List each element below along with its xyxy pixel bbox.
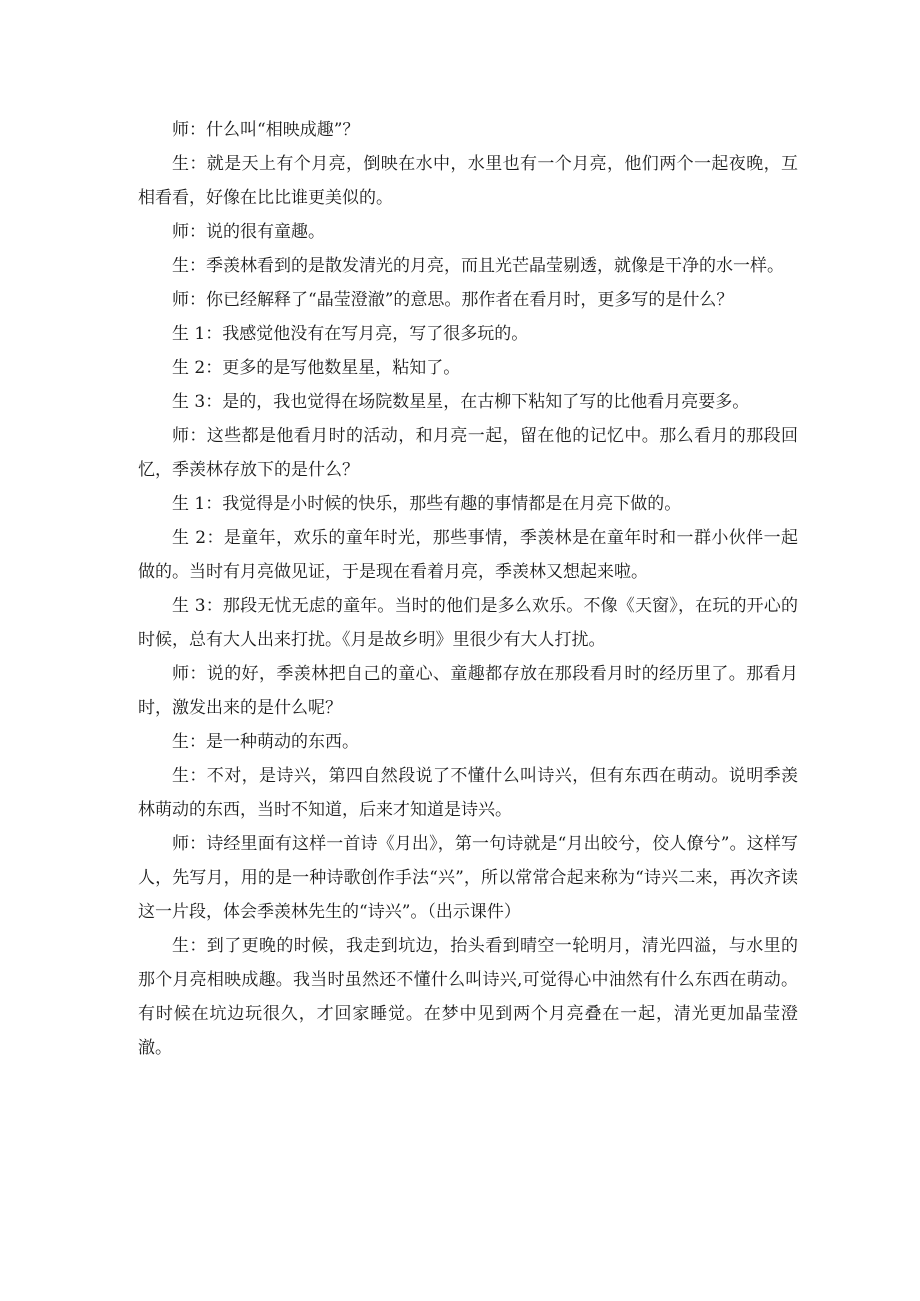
paragraph-10: 生 1：我觉得是小时候的快乐，那些有趣的事情都是在月亮下做的。 (172, 494, 682, 514)
paragraph-15: 生：不对，是诗兴，第四自然段说了不懂什么叫诗兴，但有东西在萌动。说明季羡林萌动的东西，当时不知道，后来才知道是诗兴。 (138, 766, 798, 820)
paragraph-3: 师：说的很有童趣。 (172, 222, 325, 242)
document-body (138, 113, 798, 1065)
paragraph-2: 生：就是天上有个月亮，倒映在水中，水里也有一个月亮，他们两个一起夜晚，互相看看，好像在比比谁更美似的。 (138, 154, 798, 208)
paragraph-13: 师：说的好，季羡林把自己的童心、童趣都存放在那段看月时的经历里了。那看月时，激发出来的是什么呢？ (138, 664, 798, 718)
paragraph-4: 生：季羡林看到的是散发清光的月亮，而且光芒晶莹剔透，就像是干净的水一样。 (172, 256, 784, 276)
paragraph-8: 生 3：是的，我也觉得在场院数星星，在古柳下粘知了写的比他看月亮要多。 (172, 392, 750, 412)
paragraph-11: 生 2：是童年，欢乐的童年时光，那些事情，季羡林是在童年时和一群小伙伴一起做的。当时有月亮做见证，于是现在看着月亮，季羡林又想起来啦。 (138, 528, 798, 582)
paragraph-7: 生 2：更多的是写他数星星，粘知了。 (172, 358, 461, 378)
paragraph-16: 师：诗经里面有这样一首诗《月出》，第一句诗就是“月出皎兮，佼人僚兮”。这样写人，先写月，用的是一种诗歌创作手法“兴”，所以常常合起来称为“诗兴二来，再次齐读这一片段，体会季羡林先生的“诗兴”。（出示课件） (138, 834, 798, 922)
paragraph-1: 师：什么叫“相映成趣”？ (172, 120, 360, 140)
paragraph-12: 生 3：那段无忧无虑的童年。当时的他们是多么欢乐。不像《天窗》，在玩的开心的时候，总有大人出来打扰。《月是故乡明》里很少有大人打扰。 (138, 596, 798, 650)
paragraph-5: 师：你已经解释了“晶莹澄澈”的意思。那作者在看月时，更多写的是什么？ (172, 290, 734, 310)
paragraph-14: 生：是一种萌动的东西。 (172, 732, 359, 752)
paragraph-6: 生 1：我感觉他没有在写月亮，写了很多玩的。 (172, 324, 529, 344)
paragraph-17: 生：到了更晚的时候，我走到坑边，抬头看到晴空一轮明月，清光四溢，与水里的那个月亮相映成趣。我当时虽然还不懂什么叫诗兴,可觉得心中油然有什么东西在萌动。有时候在坑边玩很久，才回家睡觉。在梦中见到两个月亮叠在一起，清光更加晶莹澄澈。 (138, 936, 798, 1058)
paragraph-9: 师：这些都是他看月时的活动，和月亮一起，留在他的记忆中。那么看月的那段回忆，季羡林存放下的是什么？ (138, 426, 798, 480)
